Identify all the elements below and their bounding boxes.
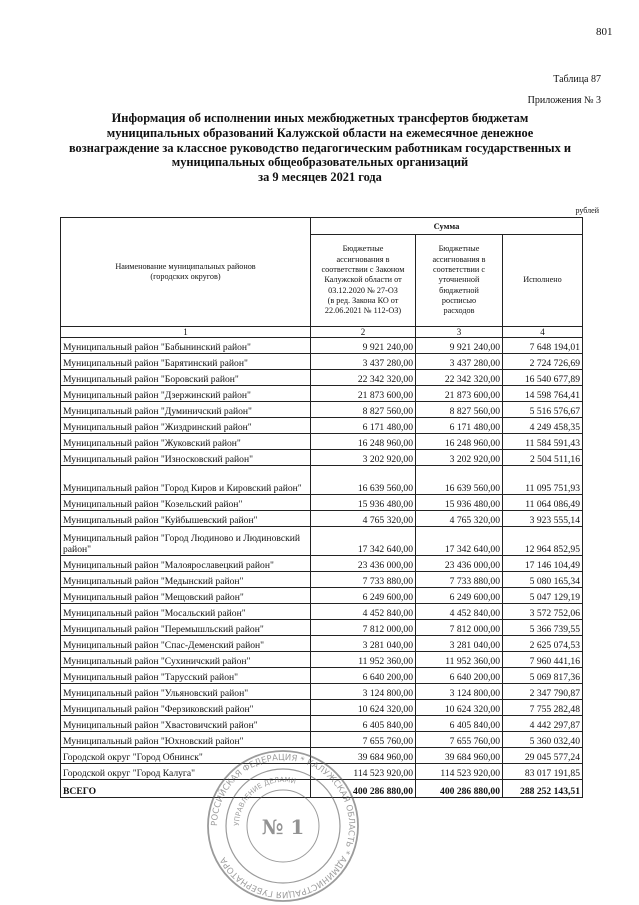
budget-table <box>60 217 583 798</box>
row-done-amount: 11 064 086,49 <box>503 495 583 511</box>
row-name: Муниципальный район "Боровский район" <box>61 370 311 386</box>
row-plan-amount: 11 952 360,00 <box>416 652 503 668</box>
table-row <box>61 572 583 588</box>
row-law-amount: 4 765 320,00 <box>311 511 416 527</box>
row-law-amount: 6 640 200,00 <box>311 668 416 684</box>
total-label: ВСЕГО <box>61 780 311 798</box>
row-name: Муниципальный район "Жиздринский район" <box>61 418 311 434</box>
document-title <box>50 111 590 185</box>
row-name: Муниципальный район "Город Людиново и Людиновский район" <box>61 527 311 556</box>
page-number: 801 <box>596 26 613 38</box>
row-plan-amount: 6 249 600,00 <box>416 588 503 604</box>
header-line: уточненной <box>438 275 480 285</box>
table-row <box>61 495 583 511</box>
row-law-amount: 7 733 880,00 <box>311 572 416 588</box>
row-law-amount: 8 827 560,00 <box>311 402 416 418</box>
unit-label: рублей <box>575 206 599 215</box>
row-done-amount: 3 923 555,14 <box>503 511 583 527</box>
row-name: Муниципальный район "Мещовский район" <box>61 588 311 604</box>
column-index: 1 <box>61 327 311 338</box>
row-law-amount: 114 523 920,00 <box>311 764 416 780</box>
header-line: 03.12.2020 № 27-ОЗ <box>328 285 398 295</box>
header-line: (в ред. Закона КО от <box>327 295 399 305</box>
header-line: ассигнования в <box>432 254 486 264</box>
header-sum-group: Сумма <box>311 218 583 235</box>
row-law-amount: 11 952 360,00 <box>311 652 416 668</box>
row-law-amount: 3 124 800,00 <box>311 684 416 700</box>
row-done-amount: 5 047 129,19 <box>503 588 583 604</box>
stamp-outer-text: РОССИЙСКАЯ ФЕДЕРАЦИЯ * КАЛУЖСКАЯ ОБЛАСТЬ * АДМИНИСТРАЦИЯ ГУБЕРНАТОРА <box>209 752 357 900</box>
header-line: соответствии с <box>433 265 485 275</box>
header-law-column <box>311 235 416 327</box>
row-law-amount: 23 436 000,00 <box>311 556 416 572</box>
row-law-amount: 6 249 600,00 <box>311 588 416 604</box>
table-label: Таблица 87 <box>553 74 601 85</box>
row-plan-amount: 39 684 960,00 <box>416 748 503 764</box>
row-plan-amount: 4 765 320,00 <box>416 511 503 527</box>
row-done-amount: 11 095 751,93 <box>503 466 583 495</box>
row-done-amount: 5 366 739,55 <box>503 620 583 636</box>
row-plan-amount: 8 827 560,00 <box>416 402 503 418</box>
column-index: 2 <box>311 327 416 338</box>
row-done-amount: 5 069 817,36 <box>503 668 583 684</box>
row-done-amount: 4 442 297,87 <box>503 716 583 732</box>
official-seal-stamp <box>205 748 361 904</box>
table-row <box>61 338 583 354</box>
row-plan-amount: 6 171 480,00 <box>416 418 503 434</box>
header-line: соответствии с Законом <box>321 265 405 275</box>
row-plan-amount: 23 436 000,00 <box>416 556 503 572</box>
header-plan-column <box>416 235 503 327</box>
table-row <box>61 527 583 556</box>
row-law-amount: 17 342 640,00 <box>311 527 416 556</box>
table-row <box>61 511 583 527</box>
row-plan-amount: 3 124 800,00 <box>416 684 503 700</box>
row-done-amount: 17 146 104,49 <box>503 556 583 572</box>
row-law-amount: 10 624 320,00 <box>311 700 416 716</box>
row-done-amount: 12 964 852,95 <box>503 527 583 556</box>
row-plan-amount: 7 812 000,00 <box>416 620 503 636</box>
row-plan-amount: 114 523 920,00 <box>416 764 503 780</box>
table-row <box>61 588 583 604</box>
table-row <box>61 434 583 450</box>
row-law-amount: 7 655 760,00 <box>311 732 416 748</box>
row-done-amount: 83 017 191,85 <box>503 764 583 780</box>
row-name: Муниципальный район "Тарусский район" <box>61 668 311 684</box>
row-plan-amount: 4 452 840,00 <box>416 604 503 620</box>
table-row <box>61 604 583 620</box>
row-name: Муниципальный район "Думиничский район" <box>61 402 311 418</box>
row-done-amount: 5 080 165,34 <box>503 572 583 588</box>
table-row <box>61 636 583 652</box>
table-row <box>61 450 583 466</box>
row-name: Муниципальный район "Город Киров и Кировский район" <box>61 466 311 495</box>
table-row <box>61 652 583 668</box>
row-law-amount: 3 202 920,00 <box>311 450 416 466</box>
row-done-amount: 7 648 194,01 <box>503 338 583 354</box>
row-plan-amount: 22 342 320,00 <box>416 370 503 386</box>
row-done-amount: 2 347 790,87 <box>503 684 583 700</box>
row-name: Муниципальный район "Козельский район" <box>61 495 311 511</box>
row-law-amount: 22 342 320,00 <box>311 370 416 386</box>
row-plan-amount: 6 640 200,00 <box>416 668 503 684</box>
header-line: Бюджетные <box>438 244 480 254</box>
row-done-amount: 5 516 576,67 <box>503 402 583 418</box>
column-index: 3 <box>416 327 503 338</box>
header-line: бюджетной <box>439 285 479 295</box>
title-line: вознаграждение за классное руководство педагогическим работникам государственных и <box>68 140 572 155</box>
row-plan-amount: 7 655 760,00 <box>416 732 503 748</box>
row-plan-amount: 16 639 560,00 <box>416 466 503 495</box>
column-index: 4 <box>503 327 583 338</box>
row-done-amount: 7 960 441,16 <box>503 652 583 668</box>
header-line: Бюджетные <box>342 244 384 254</box>
row-name: Муниципальный район "Юхновский район" <box>61 732 311 748</box>
row-plan-amount: 3 281 040,00 <box>416 636 503 652</box>
row-law-amount: 4 452 840,00 <box>311 604 416 620</box>
title-line: муниципальных образований Калужской области на ежемесячное денежное <box>106 125 534 140</box>
row-done-amount: 3 572 752,06 <box>503 604 583 620</box>
row-plan-amount: 3 202 920,00 <box>416 450 503 466</box>
row-plan-amount: 3 437 280,00 <box>416 354 503 370</box>
table-row <box>61 684 583 700</box>
row-name: Муниципальный район "Жуковский район" <box>61 434 311 450</box>
row-name: Муниципальный район "Малоярославецкий район" <box>61 556 311 572</box>
table-row <box>61 700 583 716</box>
row-plan-amount: 10 624 320,00 <box>416 700 503 716</box>
row-plan-amount: 17 342 640,00 <box>416 527 503 556</box>
row-done-amount: 5 360 032,40 <box>503 732 583 748</box>
total-plan: 400 286 880,00 <box>416 780 503 798</box>
title-line: Информация об исполнении иных межбюджетных трансфертов бюджетам <box>111 111 529 125</box>
header-line: расходов <box>443 306 475 316</box>
row-name: Городской округ "Город Калуга" <box>61 764 311 780</box>
row-law-amount: 16 639 560,00 <box>311 466 416 495</box>
row-name: Муниципальный район "Хвастовичский район" <box>61 716 311 732</box>
row-plan-amount: 7 733 880,00 <box>416 572 503 588</box>
row-done-amount: 2 724 726,69 <box>503 354 583 370</box>
table-row <box>61 418 583 434</box>
header-name-line1: Наименование муниципальных районов <box>115 261 256 271</box>
table-row <box>61 386 583 402</box>
header-name-column <box>61 218 311 327</box>
header-done-column: Исполнено <box>503 235 583 327</box>
title-line: муниципальных общеобразовательных организаций <box>171 155 469 170</box>
table-row <box>61 668 583 684</box>
row-done-amount: 2 625 074,53 <box>503 636 583 652</box>
row-law-amount: 7 812 000,00 <box>311 620 416 636</box>
row-law-amount: 6 405 840,00 <box>311 716 416 732</box>
row-name: Муниципальный район "Спас-Деменский район" <box>61 636 311 652</box>
table-row <box>61 732 583 748</box>
row-done-amount: 29 045 577,24 <box>503 748 583 764</box>
row-plan-amount: 15 936 480,00 <box>416 495 503 511</box>
table-row <box>61 620 583 636</box>
row-done-amount: 11 584 591,43 <box>503 434 583 450</box>
header-line: ассигнования в <box>336 254 390 264</box>
stamp-inner-text: УПРАВЛЕНИЕ ДЕЛАМИ <box>232 775 297 827</box>
total-law: 400 286 880,00 <box>311 780 416 798</box>
table-row <box>61 354 583 370</box>
table-row <box>61 402 583 418</box>
row-plan-amount: 6 405 840,00 <box>416 716 503 732</box>
row-done-amount: 14 598 764,41 <box>503 386 583 402</box>
row-name: Муниципальный район "Перемышльский район" <box>61 620 311 636</box>
row-name: Муниципальный район "Бабынинский район" <box>61 338 311 354</box>
total-done: 288 252 143,51 <box>503 780 583 798</box>
table-row <box>61 556 583 572</box>
row-done-amount: 16 540 677,89 <box>503 370 583 386</box>
header-name-line2: (городских округов) <box>150 272 221 281</box>
row-law-amount: 6 171 480,00 <box>311 418 416 434</box>
title-line: за 9 месяцев 2021 года <box>258 170 382 185</box>
row-name: Муниципальный район "Ульяновский район" <box>61 684 311 700</box>
row-done-amount: 7 755 282,48 <box>503 700 583 716</box>
row-done-amount: 4 249 458,35 <box>503 418 583 434</box>
row-name: Муниципальный район "Куйбышевский район" <box>61 511 311 527</box>
header-line: 22.06.2021 № 112-ОЗ) <box>324 306 402 316</box>
row-name: Муниципальный район "Мосальский район" <box>61 604 311 620</box>
table-row <box>61 466 583 495</box>
row-law-amount: 15 936 480,00 <box>311 495 416 511</box>
row-name: Муниципальный район "Медынский район" <box>61 572 311 588</box>
row-name: Муниципальный район "Барятинский район" <box>61 354 311 370</box>
row-law-amount: 9 921 240,00 <box>311 338 416 354</box>
header-line: Калужской области от <box>324 275 402 285</box>
row-law-amount: 3 281 040,00 <box>311 636 416 652</box>
table-row <box>61 716 583 732</box>
row-law-amount: 3 437 280,00 <box>311 354 416 370</box>
row-name: Муниципальный район "Дзержинский район" <box>61 386 311 402</box>
row-name: Городской округ "Город Обнинск" <box>61 748 311 764</box>
row-law-amount: 39 684 960,00 <box>311 748 416 764</box>
row-plan-amount: 9 921 240,00 <box>416 338 503 354</box>
appendix-label: Приложения № 3 <box>527 95 601 106</box>
row-law-amount: 21 873 600,00 <box>311 386 416 402</box>
row-name: Муниципальный район "Сухиничский район" <box>61 652 311 668</box>
row-plan-amount: 16 248 960,00 <box>416 434 503 450</box>
row-name: Муниципальный район "Ферзиковский район" <box>61 700 311 716</box>
table-row <box>61 370 583 386</box>
table-body <box>61 338 583 780</box>
stamp-number: № 1 <box>261 815 305 839</box>
row-plan-amount: 21 873 600,00 <box>416 386 503 402</box>
row-done-amount: 2 504 511,16 <box>503 450 583 466</box>
header-line: росписью <box>441 295 477 305</box>
row-name: Муниципальный район "Износковский район" <box>61 450 311 466</box>
row-law-amount: 16 248 960,00 <box>311 434 416 450</box>
